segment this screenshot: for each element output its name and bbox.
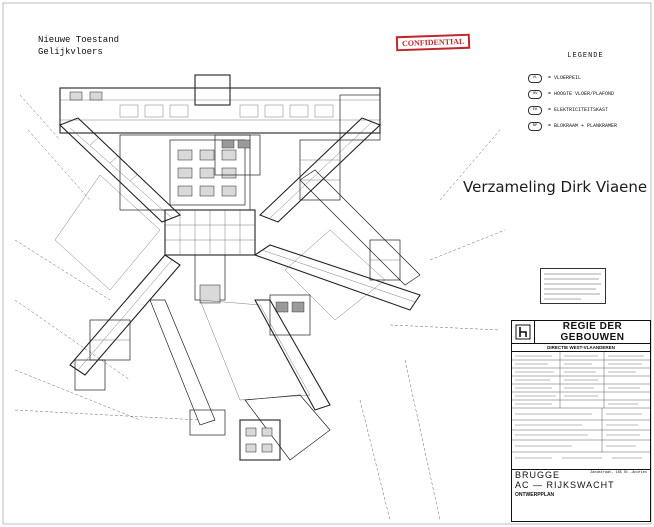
confidential-stamp: CONFIDENTIAL (396, 34, 471, 52)
plan-title-line1: Nieuwe Toestand (38, 35, 120, 45)
directie: DIRECTIE WEST-VLAANDEREN (512, 344, 650, 352)
title-block (511, 320, 651, 522)
legend-item (528, 70, 643, 86)
legend-symbol: VL (528, 74, 542, 83)
org-name: REGIE DER GEBOUWEN (560, 321, 625, 343)
legend-item (528, 102, 643, 118)
form-grid (512, 352, 650, 464)
note-box (540, 268, 606, 304)
legend (528, 52, 643, 134)
collection-watermark: Verzameling Dirk Viaene (463, 178, 648, 196)
legend-symbol: HV (528, 90, 542, 99)
central-hall (165, 210, 255, 303)
plan-title (38, 34, 119, 58)
org-heading (535, 321, 650, 343)
legend-symbol: BP (528, 122, 542, 131)
title-block-header (512, 321, 650, 344)
south-wing (150, 300, 330, 460)
legend-label: = ELEKTRICITEITSKAST (548, 107, 609, 113)
regie-logo-icon (515, 324, 531, 340)
legend-title: LEGENDE (567, 52, 604, 60)
legend-item (528, 118, 643, 134)
northeast-wing (260, 118, 380, 222)
project-name: AC — RIJKSWACHT (515, 480, 615, 490)
address: Zandstraat, 185 St.-Andries (590, 471, 647, 475)
southeast-wing (255, 170, 420, 335)
plan-title-line2: Gelijkvloers (38, 47, 103, 57)
legend-symbol: EK (528, 106, 542, 115)
legend-label: = HOOGTE VLOER/PLAFOND (548, 91, 615, 97)
legend-label: = VLOERPEIL (548, 75, 582, 81)
regie-logo (512, 321, 535, 343)
legend-label: = BLOKRAAM + PLANKRAMER (548, 123, 618, 129)
southwest-wing (70, 255, 180, 390)
legend-item (528, 86, 643, 102)
city: BRUGGE (515, 470, 561, 480)
north-wing (60, 75, 380, 140)
note-text-lines (541, 269, 605, 303)
central-block (120, 135, 260, 210)
plan-type: ONTWERPPLAN (515, 492, 555, 498)
